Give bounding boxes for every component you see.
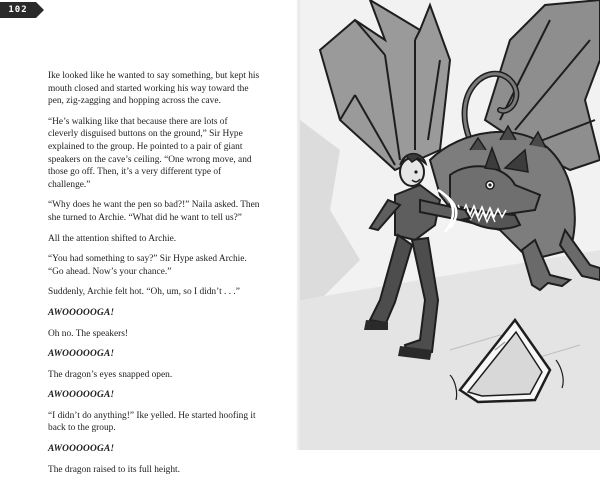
paragraph: The dragon raised to its full height. xyxy=(48,464,181,475)
left-page xyxy=(0,0,300,475)
sound-effect: AWOOOOOGA! xyxy=(48,444,115,455)
page-number: 102 xyxy=(0,2,36,18)
paragraph: “I didn’t do anything!” Ike yelled. He started hoofing it back to the group. xyxy=(48,410,256,434)
sound-effect: AWOOOOOGA! xyxy=(48,390,115,401)
paragraph: The dragon’s eyes snapped open. xyxy=(48,369,173,380)
page-number-tab xyxy=(36,2,44,18)
sound-effect: AWOOOOOGA! xyxy=(48,307,115,318)
right-page-illustration xyxy=(300,0,600,450)
paragraph: All the attention shifted to Archie. xyxy=(48,233,177,244)
paragraph: Ike looked like he wanted to say something, but kept his mouth closed and started working his way toward the pen, zig-zagging and hopping across the cave. xyxy=(48,71,260,107)
paragraph: Oh no. The speakers! xyxy=(48,328,129,339)
sound-effect: AWOOOOOGA! xyxy=(48,349,115,360)
paragraph: Suddenly, Archie felt hot. “Oh, um, so I didn’t . . .” xyxy=(48,287,240,298)
story-text xyxy=(48,70,260,484)
paragraph: “He’s walking like that because there are lots of cleverly disguised buttons on the ground,” Sir Hype explained to the group. He pointed to a pair of giant speakers on the cave’s ceiling. “One wrong move, and those go off. Then, it’s a very different type of challenge.” xyxy=(48,116,252,190)
dragon-illustration xyxy=(300,0,600,450)
paragraph: “You had something to say?” Sir Hype asked Archie. “Go ahead. Now’s your chance.” xyxy=(48,254,247,277)
paragraph: “Why does he want the pen so bad?!” Naila asked. Then she turned to Archie. “What did he want to tell us?” xyxy=(48,200,260,223)
